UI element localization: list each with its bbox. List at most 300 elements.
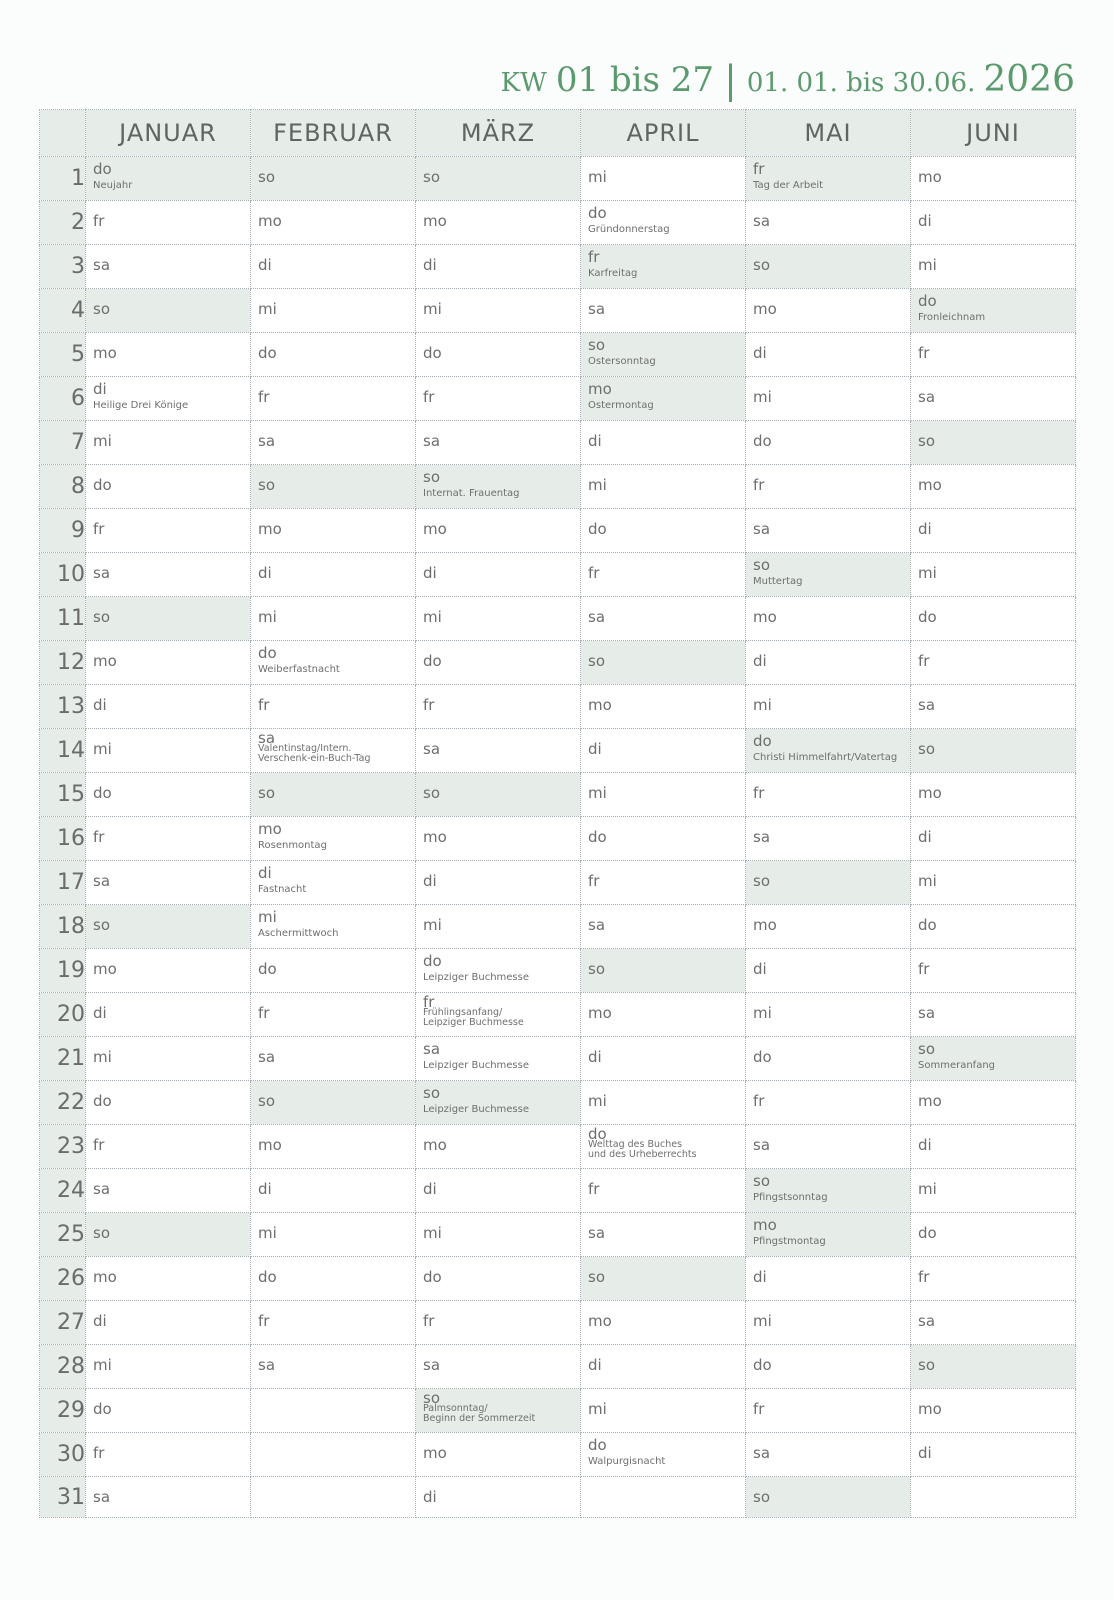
day-number: 9: [40, 509, 86, 553]
day-number: 18: [40, 905, 86, 949]
day-number: 26: [40, 1257, 86, 1301]
weekday-label: mi: [93, 1048, 112, 1066]
holiday-label: [588, 1457, 743, 1467]
day-cell: [416, 553, 581, 597]
day-number: 5: [40, 333, 86, 377]
weekday-label: do: [423, 1268, 442, 1286]
day-cell: [416, 949, 581, 993]
day-cell: [251, 421, 416, 465]
weekday-label: fr: [753, 1400, 765, 1418]
weekday-label: di: [423, 872, 437, 890]
weekday-label: so: [93, 916, 110, 934]
day-cell: [911, 949, 1076, 993]
day-cell: [911, 685, 1076, 729]
holiday-label: [423, 489, 578, 499]
day-row: [40, 641, 1076, 685]
weekday-label: mi: [918, 564, 937, 582]
weekday-label: mi: [258, 1224, 277, 1242]
weekday-label: mi: [258, 300, 277, 318]
day-cell: [86, 641, 251, 685]
weekday-label: di: [258, 1180, 272, 1198]
weekday-label: fr: [258, 1312, 270, 1330]
weekday-label: do: [258, 960, 277, 978]
day-cell: [416, 421, 581, 465]
month-header-mai: MAI: [746, 110, 911, 157]
day-cell: [86, 553, 251, 597]
day-number: 22: [40, 1081, 86, 1125]
day-cell: [251, 1477, 416, 1518]
day-cell: [581, 1433, 746, 1477]
day-cell: [86, 861, 251, 905]
weekday-label: mi: [753, 1312, 772, 1330]
day-cell: [251, 289, 416, 333]
holiday-line: Frühlingsanfang/: [423, 1007, 503, 1018]
holiday-label: [93, 401, 248, 411]
holiday-label: [258, 665, 413, 675]
weekday-label: do: [918, 292, 937, 310]
weekday-label: sa: [258, 729, 276, 747]
day-cell: [746, 1345, 911, 1389]
holiday-label: [918, 313, 1073, 323]
holiday-label: [918, 1061, 1073, 1071]
day-row: [40, 509, 1076, 553]
day-cell: [251, 1345, 416, 1389]
weekday-label: so: [753, 1488, 770, 1506]
day-cell: [416, 1301, 581, 1345]
day-number: 4: [40, 289, 86, 333]
day-row: [40, 1125, 1076, 1169]
weekday-label: sa: [93, 872, 111, 890]
day-cell: [86, 509, 251, 553]
day-cell: [251, 509, 416, 553]
day-cell: [416, 685, 581, 729]
day-cell: [581, 685, 746, 729]
day-cell: [911, 597, 1076, 641]
day-cell: [581, 1169, 746, 1213]
weekday-label: mi: [588, 168, 607, 186]
day-cell: [86, 289, 251, 333]
holiday-line: Leipziger Buchmesse: [423, 1016, 524, 1028]
day-number: 21: [40, 1037, 86, 1081]
holiday-line: Leipziger Buchmesse: [423, 972, 529, 983]
day-cell: [746, 245, 911, 289]
day-number: 2: [40, 201, 86, 245]
day-cell: [251, 905, 416, 949]
day-cell: [746, 1257, 911, 1301]
weekday-label: mo: [258, 212, 282, 230]
weekday-label: do: [93, 1092, 112, 1110]
day-cell: [746, 289, 911, 333]
day-cell: [86, 817, 251, 861]
day-cell: [416, 1169, 581, 1213]
weekday-label: mo: [588, 1312, 612, 1330]
calendar-table: [39, 109, 1076, 1518]
day-cell: [911, 1389, 1076, 1433]
day-cell: [86, 685, 251, 729]
holiday-line: Weiberfastnacht: [258, 664, 340, 675]
weekday-label: mi: [93, 740, 112, 758]
weekday-label: mi: [753, 1004, 772, 1022]
weekday-label: fr: [423, 696, 435, 714]
day-row: [40, 685, 1076, 729]
month-header-row: [40, 110, 1076, 157]
holiday-line: Pfingstmontag: [753, 1236, 826, 1247]
weekday-label: di: [93, 380, 107, 398]
day-cell: [416, 509, 581, 553]
calendar-header: [501, 56, 1075, 104]
holiday-line: Heilige Drei Könige: [93, 400, 189, 411]
weekday-label: mi: [918, 872, 937, 890]
weekday-label: mo: [258, 820, 282, 838]
weekday-label: sa: [93, 1488, 111, 1506]
day-cell: [746, 1037, 911, 1081]
weekday-label: sa: [423, 1356, 441, 1374]
weekday-label: sa: [423, 432, 441, 450]
weekday-label: sa: [753, 828, 771, 846]
holiday-line: Ostermontag: [588, 400, 654, 411]
weekday-label: so: [93, 608, 110, 626]
day-cell: [581, 773, 746, 817]
day-cell: [746, 1477, 911, 1518]
holiday-line: Sommeranfang: [918, 1060, 996, 1071]
day-cell: [581, 1037, 746, 1081]
day-number: 29: [40, 1389, 86, 1433]
day-cell: [251, 553, 416, 597]
weekday-label: di: [423, 1488, 437, 1506]
weekday-label: mo: [93, 344, 117, 362]
weekday-label: so: [588, 336, 605, 354]
weekday-label: fr: [93, 212, 105, 230]
day-cell: [416, 465, 581, 509]
holiday-label: [423, 1404, 578, 1423]
day-cell: [416, 245, 581, 289]
holiday-line: Muttertag: [753, 576, 803, 587]
weekday-label: sa: [753, 520, 771, 538]
holiday-label: [588, 269, 743, 279]
day-cell: [251, 1433, 416, 1477]
weekday-label: do: [93, 476, 112, 494]
day-cell: [86, 1257, 251, 1301]
day-cell: [911, 817, 1076, 861]
weekday-label: fr: [423, 1312, 435, 1330]
day-cell: [416, 157, 581, 201]
weekday-label: so: [753, 256, 770, 274]
day-number: 16: [40, 817, 86, 861]
day-cell: [746, 465, 911, 509]
day-cell: [581, 1389, 746, 1433]
weekday-label: do: [258, 344, 277, 362]
weekday-label: sa: [93, 256, 111, 274]
day-cell: [746, 817, 911, 861]
weekday-label: fr: [918, 652, 930, 670]
day-row: [40, 817, 1076, 861]
day-cell: [581, 553, 746, 597]
day-cell: [911, 1125, 1076, 1169]
day-number: 14: [40, 729, 86, 773]
day-cell: [251, 685, 416, 729]
holiday-line: Fronleichnam: [918, 312, 986, 323]
day-cell: [416, 993, 581, 1037]
weekday-label: fr: [258, 1004, 270, 1022]
day-cell: [581, 1125, 746, 1169]
day-cell: [416, 1213, 581, 1257]
holiday-label: [588, 401, 743, 411]
day-cell: [581, 817, 746, 861]
weekday-label: mi: [588, 476, 607, 494]
day-cell: [416, 201, 581, 245]
day-cell: [416, 861, 581, 905]
day-cell: [581, 1213, 746, 1257]
day-cell: [251, 245, 416, 289]
weekday-label: so: [258, 168, 275, 186]
weekday-label: fr: [588, 248, 600, 266]
weekday-label: sa: [588, 916, 606, 934]
day-cell: [86, 949, 251, 993]
day-cell: [86, 157, 251, 201]
month-header-januar: JANUAR: [86, 110, 251, 157]
day-cell: [746, 1081, 911, 1125]
weekday-label: mo: [918, 476, 942, 494]
day-cell: [911, 905, 1076, 949]
day-cell: [581, 597, 746, 641]
day-row: [40, 421, 1076, 465]
weekday-label: so: [93, 1224, 110, 1242]
holiday-line: Karfreitag: [588, 268, 638, 279]
day-cell: [251, 377, 416, 421]
day-cell: [251, 1213, 416, 1257]
day-cell: [416, 1433, 581, 1477]
weekday-label: sa: [753, 212, 771, 230]
day-cell: [746, 509, 911, 553]
day-cell: [581, 1345, 746, 1389]
weekday-label: so: [753, 1172, 770, 1190]
day-cell: [581, 1477, 746, 1518]
weekday-label: di: [918, 212, 932, 230]
month-header-juni: JUNI: [911, 110, 1076, 157]
holiday-label: [588, 1140, 743, 1159]
day-cell: [911, 1037, 1076, 1081]
weekday-label: mo: [588, 1004, 612, 1022]
holiday-label: [753, 577, 908, 587]
day-cell: [251, 1301, 416, 1345]
day-cell: [746, 949, 911, 993]
weekday-label: fr: [918, 1268, 930, 1286]
weekday-label: do: [918, 608, 937, 626]
year: 2026: [983, 59, 1075, 100]
weekday-label: do: [258, 1268, 277, 1286]
day-cell: [416, 1125, 581, 1169]
day-row: [40, 333, 1076, 377]
day-cell: [86, 245, 251, 289]
day-cell: [746, 993, 911, 1037]
day-cell: [581, 905, 746, 949]
header-separator: |: [724, 58, 737, 102]
weekday-label: mi: [588, 1400, 607, 1418]
day-cell: [581, 245, 746, 289]
day-cell: [581, 993, 746, 1037]
day-cell: [911, 333, 1076, 377]
weekday-label: mi: [423, 608, 442, 626]
weekday-label: di: [588, 1356, 602, 1374]
day-cell: [416, 641, 581, 685]
weekday-label: do: [918, 916, 937, 934]
holiday-label: [258, 744, 413, 763]
day-cell: [911, 421, 1076, 465]
day-cell: [911, 553, 1076, 597]
day-cell: [251, 641, 416, 685]
weekday-label: fr: [423, 388, 435, 406]
month-header-februar: FEBRUAR: [251, 110, 416, 157]
day-cell: [911, 201, 1076, 245]
day-cell: [251, 333, 416, 377]
holiday-line: Pfingstsonntag: [753, 1192, 828, 1203]
day-row: [40, 465, 1076, 509]
day-cell: [416, 905, 581, 949]
weekday-label: do: [93, 1400, 112, 1418]
day-row: [40, 245, 1076, 289]
weekday-label: sa: [93, 1180, 111, 1198]
day-number: 24: [40, 1169, 86, 1213]
day-cell: [746, 157, 911, 201]
month-header-april: APRIL: [581, 110, 746, 157]
weekday-label: fr: [93, 520, 105, 538]
day-row: [40, 377, 1076, 421]
holiday-label: [753, 181, 908, 191]
day-number: 17: [40, 861, 86, 905]
day-cell: [86, 465, 251, 509]
day-number: 30: [40, 1433, 86, 1477]
day-cell: [251, 201, 416, 245]
day-cell: [746, 773, 911, 817]
day-number: 20: [40, 993, 86, 1037]
day-cell: [416, 597, 581, 641]
day-number: 31: [40, 1477, 86, 1518]
weekday-label: di: [258, 864, 272, 882]
weekday-label: mo: [918, 1400, 942, 1418]
holiday-line: Palmsonntag/: [423, 1403, 488, 1414]
weekday-label: mo: [753, 608, 777, 626]
day-cell: [581, 157, 746, 201]
day-cell: [416, 1345, 581, 1389]
weekday-label: mo: [588, 380, 612, 398]
weekday-label: fr: [918, 960, 930, 978]
kw-range: 01 bis 27: [555, 60, 715, 100]
holiday-label: [258, 929, 413, 939]
day-row: [40, 1081, 1076, 1125]
holiday-label: [588, 225, 743, 235]
day-cell: [416, 289, 581, 333]
weekday-label: di: [918, 828, 932, 846]
day-number: 10: [40, 553, 86, 597]
day-cell: [581, 509, 746, 553]
weekday-label: so: [588, 1268, 605, 1286]
day-cell: [581, 949, 746, 993]
weekday-label: fr: [93, 1136, 105, 1154]
weekday-label: di: [753, 960, 767, 978]
weekday-label: mi: [93, 1356, 112, 1374]
weekday-label: mo: [588, 696, 612, 714]
day-cell: [746, 905, 911, 949]
day-row: [40, 949, 1076, 993]
weekday-label: so: [918, 1356, 935, 1374]
holiday-line: Leipziger Buchmesse: [423, 1060, 529, 1071]
weekday-label: do: [753, 732, 772, 750]
weekday-label: fr: [588, 1180, 600, 1198]
weekday-label: sa: [258, 1356, 276, 1374]
holiday-line: Gründonnerstag: [588, 224, 670, 235]
weekday-label: sa: [918, 696, 936, 714]
day-cell: [416, 773, 581, 817]
day-row: [40, 1301, 1076, 1345]
weekday-label: sa: [588, 300, 606, 318]
weekday-label: do: [753, 1356, 772, 1374]
day-cell: [86, 1125, 251, 1169]
weekday-label: sa: [423, 740, 441, 758]
weekday-label: mo: [93, 652, 117, 670]
day-number: 13: [40, 685, 86, 729]
weekday-label: so: [423, 168, 440, 186]
day-cell: [416, 817, 581, 861]
day-cell: [746, 1301, 911, 1345]
day-cell: [911, 157, 1076, 201]
day-cell: [251, 861, 416, 905]
day-number: 11: [40, 597, 86, 641]
day-cell: [251, 597, 416, 641]
holiday-line: Verschenk-ein-Buch-Tag: [258, 752, 371, 764]
weekday-label: so: [918, 432, 935, 450]
day-row: [40, 861, 1076, 905]
day-cell: [581, 1081, 746, 1125]
day-cell: [581, 861, 746, 905]
day-cell: [251, 1125, 416, 1169]
day-cell: [911, 729, 1076, 773]
day-cell: [746, 1433, 911, 1477]
day-cell: [746, 641, 911, 685]
weekday-label: di: [753, 652, 767, 670]
weekday-label: mi: [753, 696, 772, 714]
corner-cell: [40, 110, 86, 157]
weekday-label: sa: [588, 608, 606, 626]
day-cell: [251, 949, 416, 993]
weekday-label: di: [753, 1268, 767, 1286]
weekday-label: mi: [258, 608, 277, 626]
day-cell: [746, 1169, 911, 1213]
weekday-label: do: [93, 784, 112, 802]
day-cell: [911, 1213, 1076, 1257]
weekday-label: fr: [423, 993, 435, 1011]
weekday-label: fr: [93, 1444, 105, 1462]
day-cell: [251, 1389, 416, 1433]
holiday-label: [258, 841, 413, 851]
day-row: [40, 1213, 1076, 1257]
weekday-label: sa: [258, 1048, 276, 1066]
day-cell: [911, 1345, 1076, 1389]
day-cell: [911, 465, 1076, 509]
holiday-label: [423, 1105, 578, 1115]
day-cell: [746, 1389, 911, 1433]
day-number: 6: [40, 377, 86, 421]
day-row: [40, 1433, 1076, 1477]
day-cell: [86, 1037, 251, 1081]
day-cell: [416, 1257, 581, 1301]
day-row: [40, 773, 1076, 817]
weekday-label: di: [423, 564, 437, 582]
day-number: 3: [40, 245, 86, 289]
weekday-label: fr: [93, 828, 105, 846]
holiday-label: [753, 1237, 908, 1247]
holiday-line: Beginn der Sommerzeit: [423, 1412, 536, 1424]
weekday-label: fr: [918, 344, 930, 362]
